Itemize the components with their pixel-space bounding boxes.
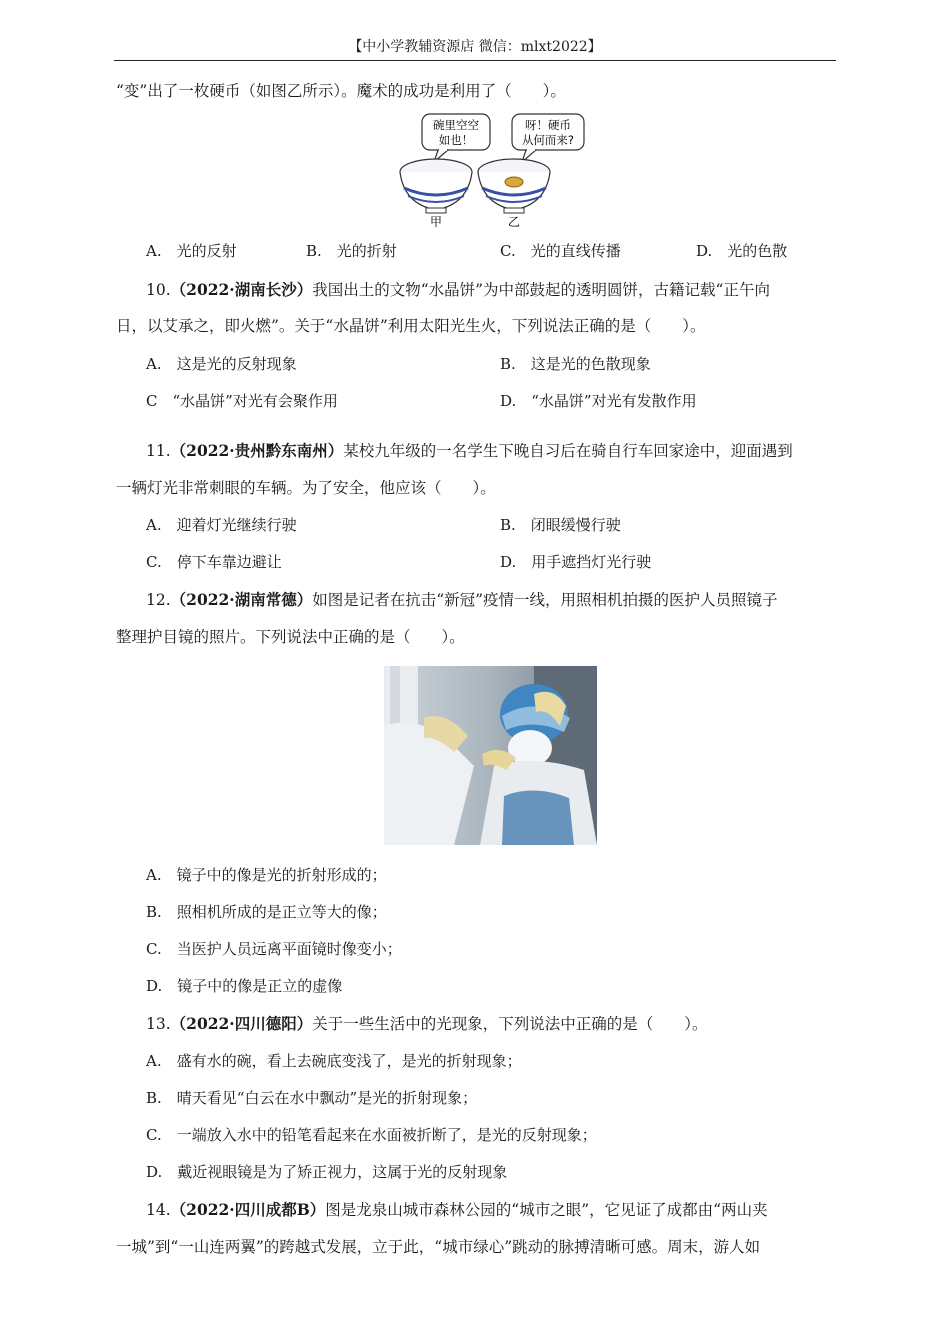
coin-icon xyxy=(505,177,523,187)
q10-option-a: A. 这是光的反射现象 xyxy=(146,355,297,373)
page-header: 【中小学教辅资源店 微信：mlxt2022】 xyxy=(114,36,836,61)
q11-num: 11. xyxy=(146,442,171,460)
q12-source: （2022·湖南常德） xyxy=(170,590,313,609)
q14-source: （2022·四川成都B） xyxy=(170,1200,326,1219)
q10-num: 10. xyxy=(146,281,171,299)
q11-line2: 一辆灯光非常刺眼的车辆。为了安全，他应该（ ）。 xyxy=(116,479,496,497)
q14-text1: 图是龙泉山城市森林公园的“城市之眼”，它见证了成都由“两山夹 xyxy=(325,1201,768,1219)
bubble2-line1: 呀！硬币 xyxy=(525,118,571,132)
q9-option-b: B. 光的折射 xyxy=(306,242,397,260)
q12-num: 12. xyxy=(146,591,171,609)
q14-num: 14. xyxy=(146,1201,171,1219)
q13-option-b: B. 晴天看见“白云在水中飘动”是光的折射现象； xyxy=(146,1089,478,1107)
q9-continuation: “变”出了一枚硬币（如图乙所示）。魔术的成功是利用了（ ）。 xyxy=(116,82,566,100)
q12-text1: 如图是记者在抗击“新冠”疫情一线，用照相机拍摄的医护人员照镜子 xyxy=(312,591,778,609)
q10-option-c: C “水晶饼”对光有会聚作用 xyxy=(146,392,338,410)
q13-line1 xyxy=(146,1013,707,1035)
q11-source: （2022·贵州黔东南州） xyxy=(170,441,344,460)
label-jia: 甲 xyxy=(429,215,443,229)
q13-option-d: D. 戴近视眼镜是为了矫正视力，这属于光的反射现象 xyxy=(146,1163,508,1181)
q11-line1 xyxy=(146,440,793,462)
q11-option-d: D. 用手遮挡灯光行驶 xyxy=(500,553,652,571)
q10-source: （2022·湖南长沙） xyxy=(170,280,313,299)
q13-num: 13. xyxy=(146,1015,171,1033)
q13-text1: 关于一些生活中的光现象，下列说法中正确的是（ ）。 xyxy=(312,1015,708,1033)
q11-option-b: B. 闭眼缓慢行驶 xyxy=(500,516,621,534)
q11-text1: 某校九年级的一名学生下晚自习后在骑自行车回家途中，迎面遇到 xyxy=(343,442,793,460)
bubble2-line2: 从何而来? xyxy=(521,133,575,147)
q10-option-b: B. 这是光的色散现象 xyxy=(500,355,651,373)
q14-line2: 一城”到“一山连两翼”的跨越式发展，立于此，“城市绿心”跳动的脉搏清晰可感。周末，游人如 xyxy=(116,1238,761,1256)
q9-option-d: D. 光的色散 xyxy=(696,242,788,260)
q10-text1: 我国出土的文物“水晶饼”为中部鼓起的透明圆饼，古籍记载“正午向 xyxy=(312,281,770,299)
q10-line2: 日，以艾承之，即火燃”。关于“水晶饼”利用太阳光生火，下列说法正确的是（ ）。 xyxy=(116,317,706,335)
bowls-figure xyxy=(398,112,588,230)
medical-staff-photo xyxy=(384,666,597,845)
q13-option-c: C. 一端放入水中的铅笔看起来在水面被折断了，是光的反射现象； xyxy=(146,1126,597,1144)
q10-option-d: D. “水晶饼”对光有发散作用 xyxy=(500,392,697,410)
bubble1-line1: 碗里空空 xyxy=(433,118,479,132)
q11-option-c: C. 停下车靠边避让 xyxy=(146,553,282,571)
q9-option-a: A. 光的反射 xyxy=(146,242,237,260)
q12-option-a: A. 镜子中的像是光的折射形成的； xyxy=(146,866,387,884)
q10-line1 xyxy=(146,279,770,301)
q12-option-c: C. 当医护人员远离平面镜时像变小； xyxy=(146,940,402,958)
bubble1-line2: 如也！ xyxy=(438,133,474,147)
q12-line1 xyxy=(146,589,778,611)
q13-option-a: A. 盛有水的碗，看上去碗底变浅了，是光的折射现象； xyxy=(146,1052,522,1070)
q12-line2: 整理护目镜的照片。下列说法中正确的是（ ）。 xyxy=(116,628,465,646)
label-yi: 乙 xyxy=(507,215,521,229)
q12-option-d: D. 镜子中的像是正立的虚像 xyxy=(146,977,343,995)
q14-line1 xyxy=(146,1199,768,1221)
q11-option-a: A. 迎着灯光继续行驶 xyxy=(146,516,297,534)
q9-option-c: C. 光的直线传播 xyxy=(500,242,621,260)
q12-option-b: B. 照相机所成的是正立等大的像； xyxy=(146,903,387,921)
q13-source: （2022·四川德阳） xyxy=(170,1014,313,1033)
